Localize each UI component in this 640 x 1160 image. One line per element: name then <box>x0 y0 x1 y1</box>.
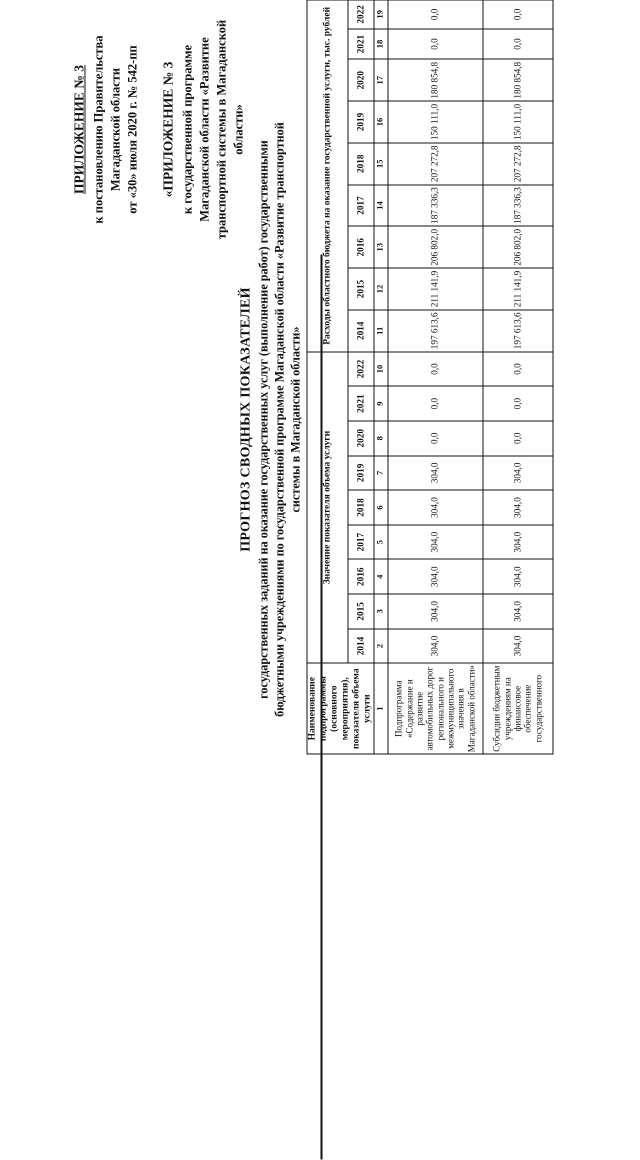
expense-value-cell: 206 802,0 <box>483 226 553 268</box>
expense-value-cell: 207 272,8 <box>388 143 483 185</box>
expense-value-cell: 206 802,0 <box>388 226 483 268</box>
subtitle-line: системы в Магаданской области» <box>288 110 304 730</box>
column-number: 3 <box>374 594 388 629</box>
appendix-line: транспортной системы в Магаданской <box>213 0 230 260</box>
expense-value-cell: 211 141,9 <box>483 268 553 310</box>
volume-value-cell: 304,0 <box>388 629 483 664</box>
expense-year-header: 2018 <box>348 143 373 185</box>
expense-year-header: 2016 <box>348 226 373 268</box>
column-number: 5 <box>374 525 388 560</box>
appendix-line: Магаданской области «Развитие <box>196 0 213 260</box>
expense-year-header: 2014 <box>348 310 373 352</box>
volume-value-cell: 0,0 <box>483 352 553 387</box>
appendix-line: к государственной программе <box>180 0 197 260</box>
expense-value-cell: 150 111,0 <box>483 101 553 143</box>
volume-group-header: Значение показателя объема услуги <box>307 352 348 664</box>
volume-year-header: 2019 <box>348 456 373 491</box>
volume-year-header: 2016 <box>348 559 373 594</box>
name-column-header: Наименование подпрограммы (основного мероприятия), показателя объема услуги <box>307 663 374 754</box>
document-subtitle <box>257 110 305 730</box>
indicators-table <box>307 0 554 755</box>
volume-value-cell: 304,0 <box>388 490 483 525</box>
table-row <box>388 0 483 754</box>
row-name-cell: Субсидии бюджетным учреждениям на финансовое обеспечение государственного <box>483 663 553 754</box>
column-number: 8 <box>374 421 388 456</box>
column-number: 2 <box>374 629 388 664</box>
volume-value-cell: 304,0 <box>483 559 553 594</box>
appendix-title: ПРИЛОЖЕНИЕ № 3 <box>71 0 89 260</box>
subtitle-line: государственных заданий на оказание государственных услуг (выполнение работ) государственными <box>257 110 273 730</box>
expense-value-cell: 187 336,3 <box>483 185 553 227</box>
volume-value-cell: 304,0 <box>483 490 553 525</box>
column-number: 18 <box>374 29 388 60</box>
column-number: 13 <box>374 226 388 268</box>
column-number: 16 <box>374 101 388 143</box>
column-number: 4 <box>374 559 388 594</box>
document-title: ПРОГНОЗ СВОДНЫХ ПОКАЗАТЕЛЕЙ <box>239 160 255 680</box>
volume-year-header: 2018 <box>348 490 373 525</box>
volume-year-header: 2014 <box>348 629 373 664</box>
expense-value-cell: 0,0 <box>483 29 553 60</box>
program-appendix-title: «ПРИЛОЖЕНИЕ № 3 <box>159 0 177 260</box>
volume-year-header: 2015 <box>348 594 373 629</box>
column-number: 10 <box>374 352 388 387</box>
page-divider-line <box>321 255 323 1160</box>
volume-value-cell: 304,0 <box>388 594 483 629</box>
expense-value-cell: 0,0 <box>388 29 483 60</box>
row-name-cell: Подпрограмма «Содержание и развитие автомобильных дорог регионального и межмуниципального значения в Магаданской области» <box>388 663 483 754</box>
expense-value-cell: 180 854,8 <box>483 59 553 101</box>
column-number: 19 <box>374 0 388 29</box>
volume-value-cell: 304,0 <box>483 456 553 491</box>
volume-value-cell: 0,0 <box>483 386 553 421</box>
volume-value-cell: 0,0 <box>388 421 483 456</box>
volume-year-header: 2021 <box>348 386 373 421</box>
volume-value-cell: 304,0 <box>483 629 553 664</box>
expense-year-header: 2022 <box>348 0 373 29</box>
volume-value-cell: 0,0 <box>388 352 483 387</box>
volume-value-cell: 304,0 <box>483 594 553 629</box>
volume-value-cell: 304,0 <box>388 559 483 594</box>
table-row <box>483 0 553 754</box>
column-number: 1 <box>374 663 388 754</box>
expense-value-cell: 0,0 <box>388 0 483 29</box>
column-number: 11 <box>374 310 388 352</box>
appendix-line: от «30» июля 2020 г. № 542-пп <box>124 0 141 260</box>
expense-year-header: 2015 <box>348 268 373 310</box>
volume-value-cell: 304,0 <box>388 456 483 491</box>
expense-value-cell: 211 141,9 <box>388 268 483 310</box>
expense-year-header: 2021 <box>348 29 373 60</box>
expense-value-cell: 187 336,3 <box>388 185 483 227</box>
column-number: 7 <box>374 456 388 491</box>
appendix-line: области» <box>230 0 247 260</box>
appendix-line: Магаданской области <box>108 0 125 260</box>
column-number: 6 <box>374 490 388 525</box>
expense-value-cell: 0,0 <box>483 0 553 29</box>
volume-year-header: 2020 <box>348 421 373 456</box>
expense-value-cell: 197 613,6 <box>483 310 553 352</box>
appendix-line: к постановлению Правительства <box>91 0 108 260</box>
expense-value-cell: 180 854,8 <box>388 59 483 101</box>
volume-value-cell: 0,0 <box>388 386 483 421</box>
expense-value-cell: 150 111,0 <box>388 101 483 143</box>
volume-value-cell: 304,0 <box>388 525 483 560</box>
column-number: 14 <box>374 185 388 227</box>
expense-year-header: 2019 <box>348 101 373 143</box>
volume-year-header: 2022 <box>348 352 373 387</box>
column-number: 9 <box>374 386 388 421</box>
appendix-header <box>71 0 248 260</box>
volume-year-header: 2017 <box>348 525 373 560</box>
expense-year-header: 2020 <box>348 59 373 101</box>
volume-value-cell: 304,0 <box>483 525 553 560</box>
expense-year-header: 2017 <box>348 185 373 227</box>
expense-value-cell: 197 613,6 <box>388 310 483 352</box>
expense-group-header: Расходы областного бюджета на оказание государственной услуги, тыс. рублей <box>307 0 348 352</box>
expense-value-cell: 207 272,8 <box>483 143 553 185</box>
column-number: 12 <box>374 268 388 310</box>
volume-value-cell: 0,0 <box>483 421 553 456</box>
column-number: 15 <box>374 143 388 185</box>
column-number: 17 <box>374 59 388 101</box>
subtitle-line: бюджетными учреждениями по государственной программе Магаданской области «Развитие транспортной <box>272 110 288 730</box>
